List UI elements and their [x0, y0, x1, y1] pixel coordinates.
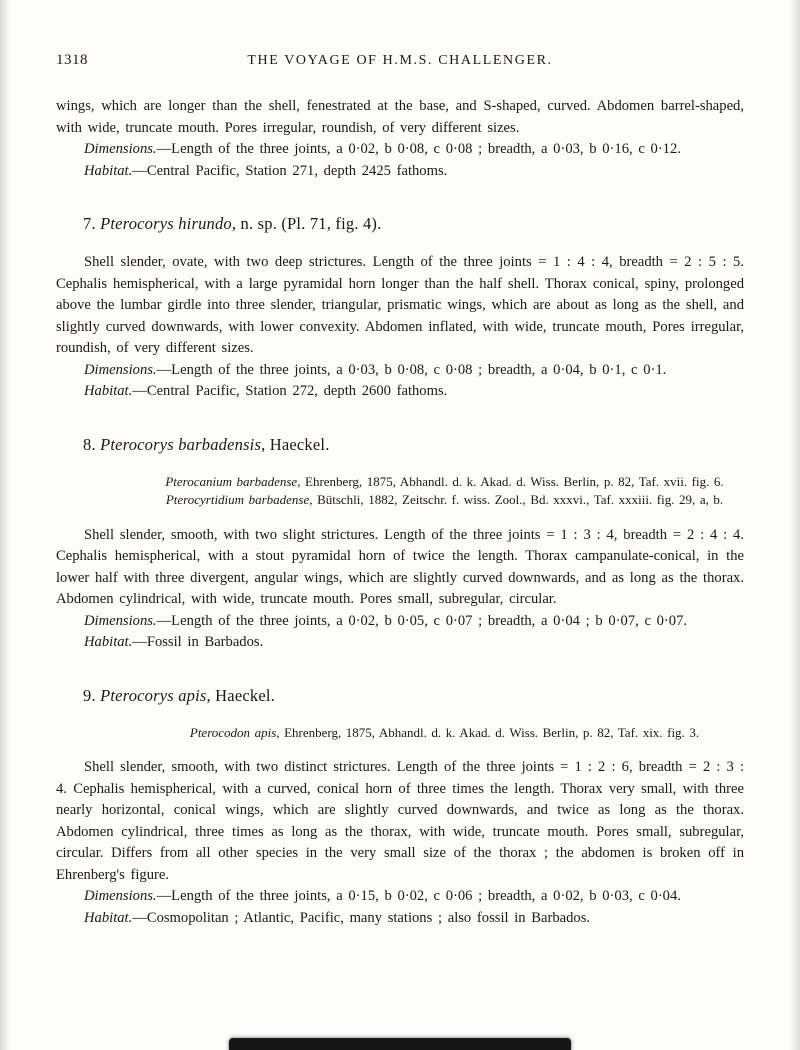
habitat-text: —Fossil in Barbados. — [132, 634, 264, 650]
species-paragraph: Shell slender, ovate, with two deep strictures. Length of the three joints = 1 : 4 : 4, breadth = 2 : 5 : 5. Cephalis hemispherical, with a large pyramidal horn longer than the half shell. Thorax conical, spiny, prolonged above the lumbar girdle into three slender, triangular, prismatic wings, which are about as long as the shell, and slightly curved downwards, with lower convexity. Abdomen inflated, with wide, truncate mouth, Pores irregular, roundish, of very different sizes. — [56, 254, 744, 356]
continuation-paragraph: wings, which are longer than the shell, fenestrated at the base, and S-shaped, curved. Abdomen barrel-shaped, with wide, truncate mouth. Pores irregular, roundish, of very different sizes. — [56, 98, 744, 136]
dimensions-label: Dimensions. — [84, 361, 157, 378]
habitat-text: —Cosmopolitan ; Atlantic, Pacific, many stations ; also fossil in Barbados. — [132, 909, 591, 926]
citation-block — [56, 473, 744, 510]
dimensions-text: —Length of the three joints, a 0·03, b 0·08, c 0·08 ; breadth, a 0·04, b 0·1, c 0·1. — [156, 361, 667, 378]
habitat-label: Habitat. — [84, 909, 133, 926]
section-species-7 — [56, 213, 744, 403]
dimensions-line — [56, 139, 744, 161]
species-paragraph: Shell slender, smooth, with two distinct strictures. Length of the three joints = 1 : 2 : 6, breadth = 2 : 3 : 4. Cephalis hemispherical, with a curved, conical horn of three times the length. Thorax very small, with three nearly horizontal, conical wings, which are slightly curved downwards, and twice as long as the thorax. Abdomen cylindrical, three times as long as the thorax, with wide, truncate mouth. Pores small, subregular, circular. Differs from all other species in the very small size of the thorax ; the abdomen is broken off in Ehrenberg's figure. — [56, 759, 744, 883]
dimensions-label: Dimensions. — [84, 888, 157, 904]
dimensions-line — [56, 611, 744, 633]
citation-species-name: Pterocyrtidium barbadense — [165, 492, 310, 507]
habitat-label: Habitat. — [84, 162, 133, 179]
species-name: Pterocorys apis — [100, 685, 207, 705]
page-number: 1318 — [56, 52, 88, 68]
citation-text: , Ehrenberg, 1875, Abhandl. d. k. Akad. d. Wiss. Berlin, p. 82, Taf. xvii. fig. 6. — [297, 473, 724, 489]
habitat-label: Habitat. — [84, 383, 133, 399]
species-suffix: , Haeckel. — [206, 685, 275, 705]
citation-text: , Bütschli, 1882, Zeitschr. f. wiss. Zool., Bd. xxxvi., Taf. xxxiii. fig. 29, a, b. — [309, 492, 724, 507]
species-heading-8 — [83, 434, 744, 456]
running-head — [56, 52, 744, 72]
habitat-line — [56, 161, 744, 183]
species-number: 7. — [83, 214, 96, 233]
species-suffix: , n. sp. (Pl. 71, fig. 4). — [231, 214, 382, 233]
species-heading-7 — [83, 213, 744, 235]
dimensions-line — [56, 886, 744, 908]
dimensions-text: —Length of the three joints, a 0·02, b 0·08, c 0·08 ; breadth, a 0·03, b 0·16, c 0·12. — [156, 141, 681, 157]
habitat-label: Habitat. — [84, 634, 133, 650]
species-heading-9 — [83, 685, 744, 707]
species-paragraph: Shell slender, smooth, with two slight strictures. Length of the three joints = 1 : 3 : 4, breadth = 2 : 4 : 4. Cephalis hemispherical, with a stout pyramidal horn of twice the length. Thorax campanulate-conical, in the lower half with three divergent, angular wings, which are slightly curved downwards, and as long as the thorax. Abdomen cylindrical, with wide, truncate mouth. Pores small, subregular, circular. — [56, 526, 744, 607]
dimensions-line — [56, 360, 744, 382]
citation-block — [56, 724, 744, 743]
running-title: THE VOYAGE OF H.M.S. CHALLENGER. — [247, 53, 553, 68]
citation — [145, 473, 744, 492]
species-number: 8. — [83, 434, 96, 454]
section-continuation — [56, 96, 744, 182]
habitat-line — [56, 632, 744, 654]
dimensions-text: —Length of the three joints, a 0·02, b 0·05, c 0·07 ; breadth, a 0·04 ; b 0·07, c 0·07. — [156, 612, 688, 629]
citation-text: , Ehrenberg, 1875, Abhandl. d. k. Akad. d. Wiss. Berlin, p. 82, Taf. xix. fig. 3. — [276, 724, 700, 740]
species-number: 9. — [83, 685, 96, 705]
dimensions-label: Dimensions. — [84, 612, 157, 629]
species-name: Pterocorys barbadensis — [100, 434, 262, 454]
habitat-text: —Central Pacific, Station 272, depth 2600 fathoms. — [132, 383, 448, 399]
habitat-line — [56, 381, 744, 403]
dimensions-label: Dimensions. — [84, 141, 157, 157]
section-species-9 — [56, 685, 744, 930]
section-species-8 — [56, 434, 744, 654]
habitat-text: —Central Pacific, Station 271, depth 2425 fathoms. — [132, 162, 448, 179]
citation — [145, 724, 744, 743]
citation-species-name: Pterocanium barbadense — [165, 473, 298, 489]
citation-species-name: Pterocodon apis — [189, 724, 277, 740]
species-name: Pterocorys hirundo — [100, 214, 232, 233]
habitat-line — [56, 908, 744, 930]
scan-artifact-bar — [229, 1038, 571, 1050]
dimensions-text: —Length of the three joints, a 0·15, b 0·02, c 0·06 ; breadth, a 0·02, b 0·03, c 0·04. — [156, 888, 681, 904]
species-suffix: , Haeckel. — [261, 434, 330, 454]
citation — [145, 491, 744, 510]
